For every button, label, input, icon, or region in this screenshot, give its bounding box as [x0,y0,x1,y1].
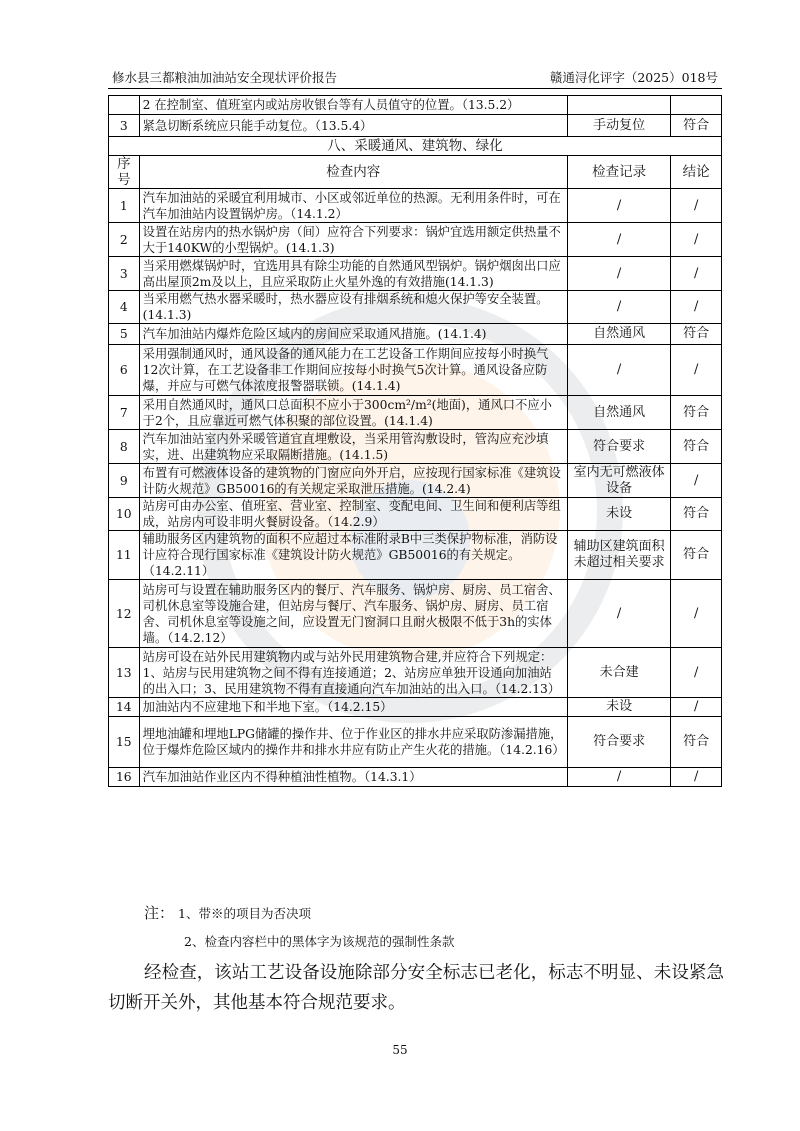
table-row [109,768,722,787]
row-result: / [671,698,722,717]
row-content: 当采用燃煤锅炉时，宜选用具有除尘功能的自然通风型锅炉。锅炉烟囱出口应高出屋顶2m及以上，且应采取防止火星外逸的有效措施(14.1.3) [139,257,567,291]
note-2-text: 2、检查内容栏中的黑体字为该规范的强制性条款 [184,934,455,949]
row-number: 13 [109,648,140,698]
table-row [109,464,722,498]
row-record: 自然通风 [567,324,670,345]
table-row [109,291,722,324]
section-title: 八、采暖通风、建筑物、绿化 [109,137,722,156]
table-row [109,396,722,430]
row-content: 紧急切断系统应只能手动复位。（13.5.4） [139,115,567,137]
row-result: 符合 [671,498,722,531]
row-number: 5 [109,324,140,345]
row-content: 布置有可燃液体设备的建筑物的门窗应向外开启，应按现行国家标准《建筑设计防火规范》GB50016的有关规定采取泄压措施。(14.2.4) [139,464,567,498]
row-content: 汽车加油站室内外采暖管道宜直埋敷设，当采用管沟敷设时，管沟应充沙填实，进、出建筑物应采取隔断措施。(14.1.5) [139,430,567,464]
notes-label: 注： [144,904,175,922]
row-content: 站房可与设置在辅助服务区内的餐厅、汽车服务、锅炉房、厨房、员工宿舍、司机休息室等设施合建，但站房与餐厅、汽车服务、锅炉房、厨房、员工宿舍、司机休息室等设施之间，应设置无门窗洞口且耐火极限不低于3h的实体墙。（14.2.12） [139,580,567,648]
row-number: 3 [109,257,140,291]
row-record: 手动复位 [567,115,670,137]
row-result: / [671,345,722,396]
table-row [109,324,722,345]
table-row [109,498,722,531]
table-row [109,189,722,223]
table-row [109,96,722,115]
row-content: 采用强制通风时，通风设备的通风能力在工艺设备工作期间应按每小时换气12次计算，在工艺设备非工作期间应按每小时换气5次计算。通风设备应防爆，并应与可燃气体浓度报警器联锁。(14.1.4) [139,345,567,396]
row-content: 汽车加油站内爆炸危险区域内的房间应采取通风措施。(14.1.4) [139,324,567,345]
column-header-result: 结论 [671,156,722,189]
row-number [109,96,140,115]
row-result: / [671,189,722,223]
section-title-row [109,137,722,156]
column-header-content: 检查内容 [139,156,567,189]
row-number: 4 [109,291,140,324]
row-number: 8 [109,430,140,464]
row-number: 10 [109,498,140,531]
row-number: 9 [109,464,140,498]
row-result: / [671,223,722,257]
row-result: / [671,580,722,648]
row-number: 2 [109,223,140,257]
table-row [109,698,722,717]
row-record: / [567,257,670,291]
table-row [109,648,722,698]
row-content: 当采用燃气热水器采暖时，热水器应设有排烟系统和熄火保护等安全装置。(14.1.3) [139,291,567,324]
row-result: 符合 [671,531,722,580]
row-content: 2 在控制室、值班室内或站房收银台等有人员值守的位置。（13.5.2） [139,96,567,115]
table-row [109,345,722,396]
row-number: 11 [109,531,140,580]
conclusion-paragraph: 经检查，该站工艺设备设施除部分安全标志已老化，标志不明显、未设紧急切断开关外，其他基本符合规范要求。 [108,963,724,1013]
row-record: 室内无可燃液体设备 [567,464,670,498]
row-result [671,96,722,115]
page-header [108,66,722,89]
row-record: 未设 [567,698,670,717]
row-record: / [567,580,670,648]
column-header-record: 检查记录 [567,156,670,189]
row-record: / [567,345,670,396]
table-header-row [109,156,722,189]
row-record: / [567,223,670,257]
row-record: 未合建 [567,648,670,698]
row-number: 12 [109,580,140,648]
note-1-text: 1、带※的项目为否决项 [178,906,311,921]
row-record: / [567,189,670,223]
row-content: 站房可由办公室、值班室、营业室、控制室、变配电间、卫生间和便利店等组成，站房内可设非明火餐厨设备。（14.2.9） [139,498,567,531]
row-number: 14 [109,698,140,717]
row-number: 3 [109,115,140,137]
table-row [109,115,722,137]
row-record: / [567,291,670,324]
row-record: 自然通风 [567,396,670,430]
row-result: / [671,291,722,324]
row-result: 符合 [671,396,722,430]
table-row [109,580,722,648]
row-number: 6 [109,345,140,396]
row-content: 汽车加油站作业区内不得种植油性植物。（14.3.1） [139,768,567,787]
row-content: 设置在站房内的热水锅炉房（间）应符合下列要求：锅炉宜选用额定供热量不大于140KW的小型锅炉。(14.1.3) [139,223,567,257]
row-result: / [671,464,722,498]
report-title: 修水县三都粮油加油站安全现状评价报告 [112,70,338,85]
table-row [109,717,722,768]
note-1 [144,902,311,923]
table-row [109,223,722,257]
page-number: 55 [392,1043,408,1057]
row-number: 15 [109,717,140,768]
row-result: 符合 [671,324,722,345]
row-result: / [671,648,722,698]
row-content: 加油站内不应建地下和半地下室。（14.2.15） [139,698,567,717]
row-result: 符合 [671,115,722,137]
table-row [109,430,722,464]
inspection-table [108,95,722,787]
row-record: 符合要求 [567,430,670,464]
row-content: 采用自然通风时，通风口总面积不应小于300cm²/m²(地面)，通风口不应小于2个，且应靠近可燃气体积聚的部位设置。(14.1.4) [139,396,567,430]
row-content: 汽车加油站的采暖宜利用城市、小区或邻近单位的热源。无利用条件时，可在汽车加油站内设置锅炉房。（14.1.2） [139,189,567,223]
row-content: 埋地油罐和埋地LPG储罐的操作井、位于作业区的排水井应采取防渗漏措施，位于爆炸危险区域内的操作井和排水井应有防止产生火花的措施。（14.2.16） [139,717,567,768]
row-content: 站房可设在站外民用建筑物内或与站外民用建筑物合建,并应符合下列规定：1、站房与民用建筑物之间不得有连接通道；2、站房应单独开设通向加油站的出入口；3、民用建筑物不得有直接通向汽车加油站的出入口。（14.2.13） [139,648,567,698]
row-number: 1 [109,189,140,223]
row-record: 辅助区建筑面积未超过相关要求 [567,531,670,580]
row-record: 未设 [567,498,670,531]
column-header-number: 序号 [109,156,140,189]
row-number: 7 [109,396,140,430]
row-number: 16 [109,768,140,787]
report-number: 赣通浔化评字（2025）018号 [549,70,718,85]
row-record: 符合要求 [567,717,670,768]
table-row [109,531,722,580]
row-result: 符合 [671,430,722,464]
row-record [567,96,670,115]
row-result: / [671,768,722,787]
table-row [109,257,722,291]
row-content: 辅助服务区内建筑物的面积不应超过本标准附录B中三类保护物标准，消防设计应符合现行国家标准《建筑设计防火规范》GB50016的有关规定。（14.2.11） [139,531,567,580]
row-record: / [567,768,670,787]
row-result: / [671,257,722,291]
row-result: 符合 [671,717,722,768]
